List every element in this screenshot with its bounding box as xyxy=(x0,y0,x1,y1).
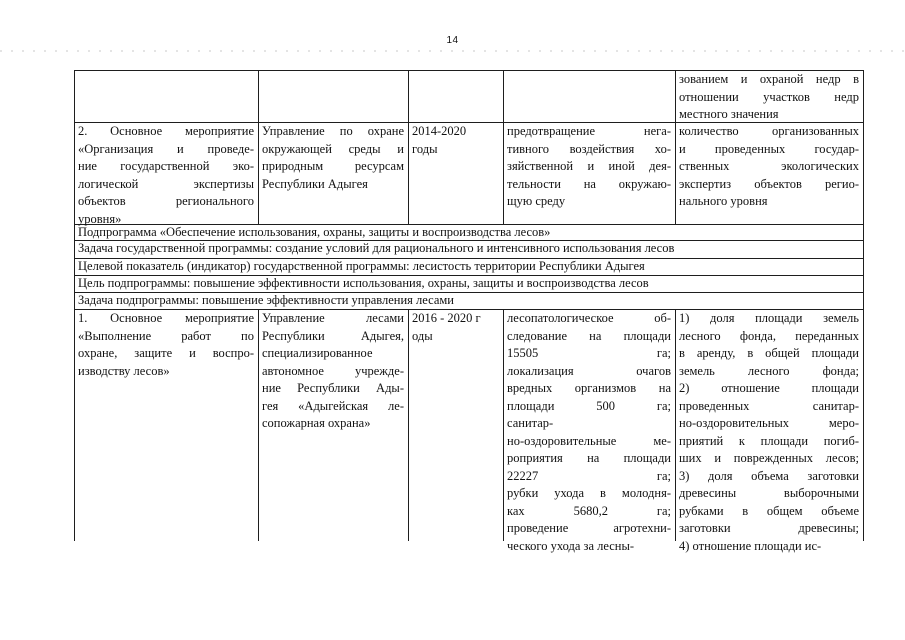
table-column-border xyxy=(258,70,259,224)
span-row-text: Цель подпрограммы: повышение эффективности использования, охраны, защиты и воспроизводства лесов xyxy=(78,275,649,290)
result-cell-line: 22227 га; xyxy=(507,468,671,483)
indicator-cell-line: но-оздоровительных меро- xyxy=(679,416,859,430)
period-cell-line: оды xyxy=(412,328,433,343)
measure-cell-line: 1. Основное мероприятие xyxy=(78,311,254,325)
measure-cell-line: «Организация и проведе- xyxy=(78,141,254,156)
span-row-text: Задача государственной программы: создание условий для рационального и интенсивного использования лесов xyxy=(78,240,675,255)
measure-cell-line: логической экспертизы xyxy=(78,176,254,191)
indicator-cell-line: проведенных санитар- xyxy=(679,398,859,413)
table-column-border xyxy=(408,70,409,224)
indicator-cell-line: и проведенных государ- xyxy=(679,141,859,156)
period-cell-line: 2016 - 2020 г xyxy=(412,311,481,325)
span-row-text: Целевой показатель (индикатор) государственной программы: лесистость территории Республики Адыгея xyxy=(78,258,645,273)
indicator-cell-line: древесины выборочными xyxy=(679,486,859,500)
table-column-border xyxy=(675,309,676,541)
indicator-cell-line: экспертиз объектов регио- xyxy=(679,176,859,191)
measure-cell-line: ние государственной эко- xyxy=(78,159,254,173)
indicator-cell-line: 2) отношение площади xyxy=(679,381,859,395)
result-cell-line: следование на площади xyxy=(507,328,671,343)
executor-cell-line: природным ресурсам xyxy=(262,159,404,173)
table-column-border xyxy=(258,309,259,541)
indicator-cell-line: 4) отношение площади ис- xyxy=(679,538,822,553)
result-cell-line: тельности на окружаю- xyxy=(507,176,671,191)
indicator-cell-line: приятий к площади погиб- xyxy=(679,433,859,448)
result-cell-line: роприятия на площади xyxy=(507,451,671,465)
period-cell-line: годы xyxy=(412,141,438,156)
executor-cell-line: ние Республики Ады- xyxy=(262,381,404,395)
measure-cell-line: «Выполнение работ по xyxy=(78,328,254,343)
result-cell-line: санитар- xyxy=(507,416,554,430)
result-cell-line: но-оздоровительные ме- xyxy=(507,433,671,448)
result-cell-line: вредных организмов на xyxy=(507,381,671,395)
executor-cell-line: сопожарная охрана» xyxy=(262,416,371,430)
measure-cell-line: изводству лесов» xyxy=(78,363,170,378)
table-column-border xyxy=(74,70,75,541)
indicator-cell-line: количество организованных xyxy=(679,124,859,138)
executor-cell-line: автономное учрежде- xyxy=(262,363,404,378)
indicator-cell-line: отношении участков недр xyxy=(679,89,859,104)
result-cell-line: зяйственной и иной дея- xyxy=(507,159,671,173)
span-row-text: Задача подпрограммы: повышение эффективности управления лесами xyxy=(78,292,454,307)
executor-cell-line: Республики Адыгея xyxy=(262,176,368,191)
measure-cell-line: охране, защите и воспро- xyxy=(78,346,254,360)
indicator-cell-line: зованием и охраной недр в xyxy=(679,72,859,86)
indicator-cell-line: земель лесного фонда; xyxy=(679,363,859,378)
result-cell-line: рубки ухода в молодня- xyxy=(507,486,671,500)
result-cell-line: локализация очагов xyxy=(507,363,671,378)
measure-cell-line: 2. Основное мероприятие xyxy=(78,124,254,138)
program-table xyxy=(74,70,863,553)
executor-cell-line: Управление по охране xyxy=(262,124,404,138)
result-cell-line: 15505 га; xyxy=(507,346,671,360)
executor-cell-line: гея «Адыгейская ле- xyxy=(262,398,404,413)
result-cell-line: проведение агротехни- xyxy=(507,521,671,535)
result-cell-line: площади 500 га; xyxy=(507,398,671,413)
measure-cell-line: объектов регионального xyxy=(78,194,254,208)
table-column-border xyxy=(863,70,864,541)
indicator-cell-line: ших и поврежденных лесов; xyxy=(679,451,859,465)
executor-cell-line: окружающей среды и xyxy=(262,141,404,156)
indicator-cell-line: нального уровня xyxy=(679,194,768,208)
result-cell-line: ках 5680,2 га; xyxy=(507,503,671,518)
result-cell-line: щую среду xyxy=(507,194,566,208)
table-column-border xyxy=(503,309,504,541)
indicator-cell-line: рубками в общем объеме xyxy=(679,503,859,518)
executor-cell-line: специализированное xyxy=(262,346,373,360)
indicator-cell-line: местного значения xyxy=(679,107,779,121)
result-cell-line: предотвращение нега- xyxy=(507,124,671,138)
page-number: 14 xyxy=(446,35,459,46)
table-column-border xyxy=(408,309,409,541)
indicator-cell-line: 3) доля объема заготовки xyxy=(679,468,859,483)
indicator-cell-line: заготовки древесины; xyxy=(679,521,859,535)
indicator-cell-line: лесного фонда, переданных xyxy=(679,328,859,343)
scan-artifact-line xyxy=(0,49,905,53)
indicator-cell-line: 1) доля площади земель xyxy=(679,311,859,325)
indicator-cell-line: ственных экологических xyxy=(679,159,859,173)
table-column-border xyxy=(675,70,676,224)
period-cell-line: 2014-2020 xyxy=(412,124,467,138)
result-cell-line: лесопатологическое об- xyxy=(507,311,671,325)
table-column-border xyxy=(503,70,504,224)
executor-cell-line: Управление лесами xyxy=(262,311,404,325)
measure-cell-line: уровня» xyxy=(78,211,122,226)
indicator-cell-line: в аренду, в общей площади xyxy=(679,346,859,360)
span-row-text: Подпрограмма «Обеспечение использования, охраны, защиты и воспроизводства лесов» xyxy=(78,224,551,239)
result-cell-line: ческого ухода за лесны- xyxy=(507,538,635,553)
executor-cell-line: Республики Адыгея, xyxy=(262,328,404,343)
result-cell-line: тивного воздействия хо- xyxy=(507,141,671,156)
